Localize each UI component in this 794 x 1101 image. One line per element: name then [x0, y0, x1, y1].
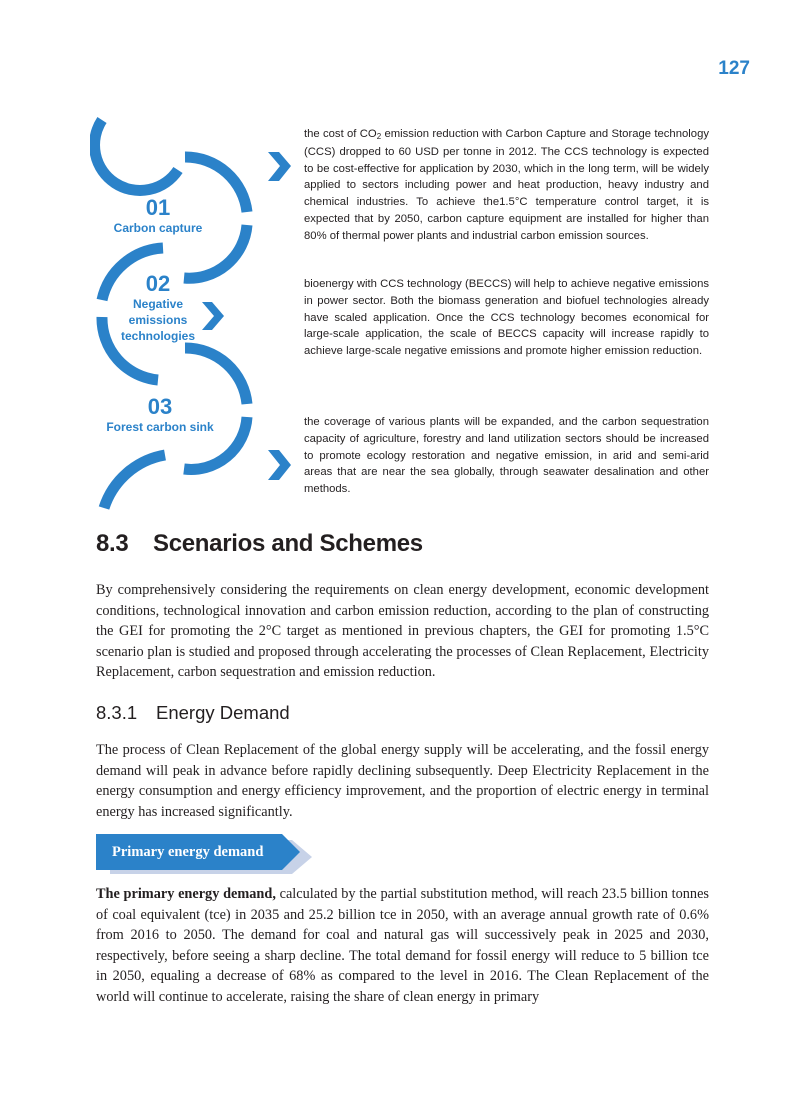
section-number: 8.3 — [96, 530, 129, 557]
negative-emissions-description: bioenergy with CCS technology (BECCS) will help to achieve negative emissions in power sector. Both the biomass generation and biofuel technologies already have scaled application. Once the CCS technology becomes economical for large-scale application, the scale of BECCS capacity will increase rapidly to achieve large-scale negative emissions and promote higher emission reduction. — [304, 278, 709, 358]
subsection-heading — [96, 702, 290, 724]
stage-name: Carbon capture — [113, 221, 203, 235]
subscript: 2 — [376, 132, 382, 141]
body-text: calculated by the partial substitution method, will reach 23.5 billion tonnes of coal equivalent (tce) in 2035 and 25.2 billion tce in 2050, with an average annual growth rate of 0.6% from 2016 to 2050. The demand for coal and natural gas will successively peak in 2025 and 2030, respectively, before seeing a sharp decline. The total demand for fossil energy will reduce to 5 billion tce in 2050, equaling a decrease of 68% as compared to the level in 2016. The Clean Replacement of the world will continue to accelerate, raising the share of clean energy in primary — [96, 886, 709, 1005]
carbon-capture-description — [304, 126, 709, 245]
subsection-intro-paragraph: The process of Clean Replacement of the global energy supply will be accelerating, and the fossil energy demand will peak in advance before rapidly declining subsequently. Deep Electricity Replacement in the energy consumption and energy efficiency improvement, and the proportion of electric energy in terminal energy has increased significantly. — [96, 742, 709, 820]
section-heading — [96, 530, 423, 558]
arc-segment — [95, 120, 178, 190]
section-title: Scenarios and Schemes — [153, 530, 423, 557]
chevron-right-icon — [268, 152, 291, 181]
stage-number: 01 — [145, 195, 171, 220]
arc-segment — [104, 455, 165, 508]
subsection-title: Energy Demand — [156, 702, 290, 723]
stage-forest-carbon-sink — [95, 395, 225, 435]
primary-energy-demand-tag — [96, 834, 314, 874]
subsection-number: 8.3.1 — [96, 702, 138, 723]
tag-label: Primary energy demand — [112, 844, 264, 860]
stage-negative-emissions — [108, 272, 208, 344]
carbon-reduction-diagram — [90, 112, 310, 522]
primary-energy-demand-paragraph — [96, 884, 709, 1007]
forest-carbon-sink-description: the coverage of various plants will be expanded, and the carbon sequestration capacity of agriculture, forestry and land utilization sectors should be increased to promote ecology restoration and negative emission, in arid and semi-arid areas that are near the sea globally, through seawater desalination and other methods. — [304, 416, 709, 496]
page-number: 127 — [718, 58, 750, 79]
chevron-right-icon — [268, 450, 291, 480]
stage-number: 03 — [147, 394, 173, 419]
blurb-text: the cost of CO — [304, 128, 377, 140]
stage-number: 02 — [145, 271, 171, 296]
stage-carbon-capture — [108, 196, 208, 236]
section-intro-paragraph: By comprehensively considering the requirements on clean energy development, economic development conditions, technological innovation and carbon emission reduction, according to the plan of constructing the GEI for promoting the 2°C target as mentioned in previous chapters, the GEI for promoting 1.5°C scenario plan is studied and proposed through accelerating the processes of Clean Replacement, Electricity Replacement, carbon sequestration and emission reduction. — [96, 582, 709, 680]
stage-name: Negative emissions technologies — [120, 297, 195, 343]
blurb-text: emission reduction with Carbon Capture and Storage technology (CCS) dropped to 60 USD per tonne in 2012. The CCS technology is expected to be cost-effective for application by 2030, which in the long term, will be widely applied to sectors including power and heat production, heavy industry and chemical industries. To achieve the1.5°C temperature control target, it is expected that by 2050, carbon capture equipment are installed for higher than 80% of thermal power plants and industrial carbon emission sources. — [304, 128, 709, 242]
stage-name: Forest carbon sink — [106, 420, 214, 434]
lead-in: The primary energy demand, — [96, 886, 276, 902]
